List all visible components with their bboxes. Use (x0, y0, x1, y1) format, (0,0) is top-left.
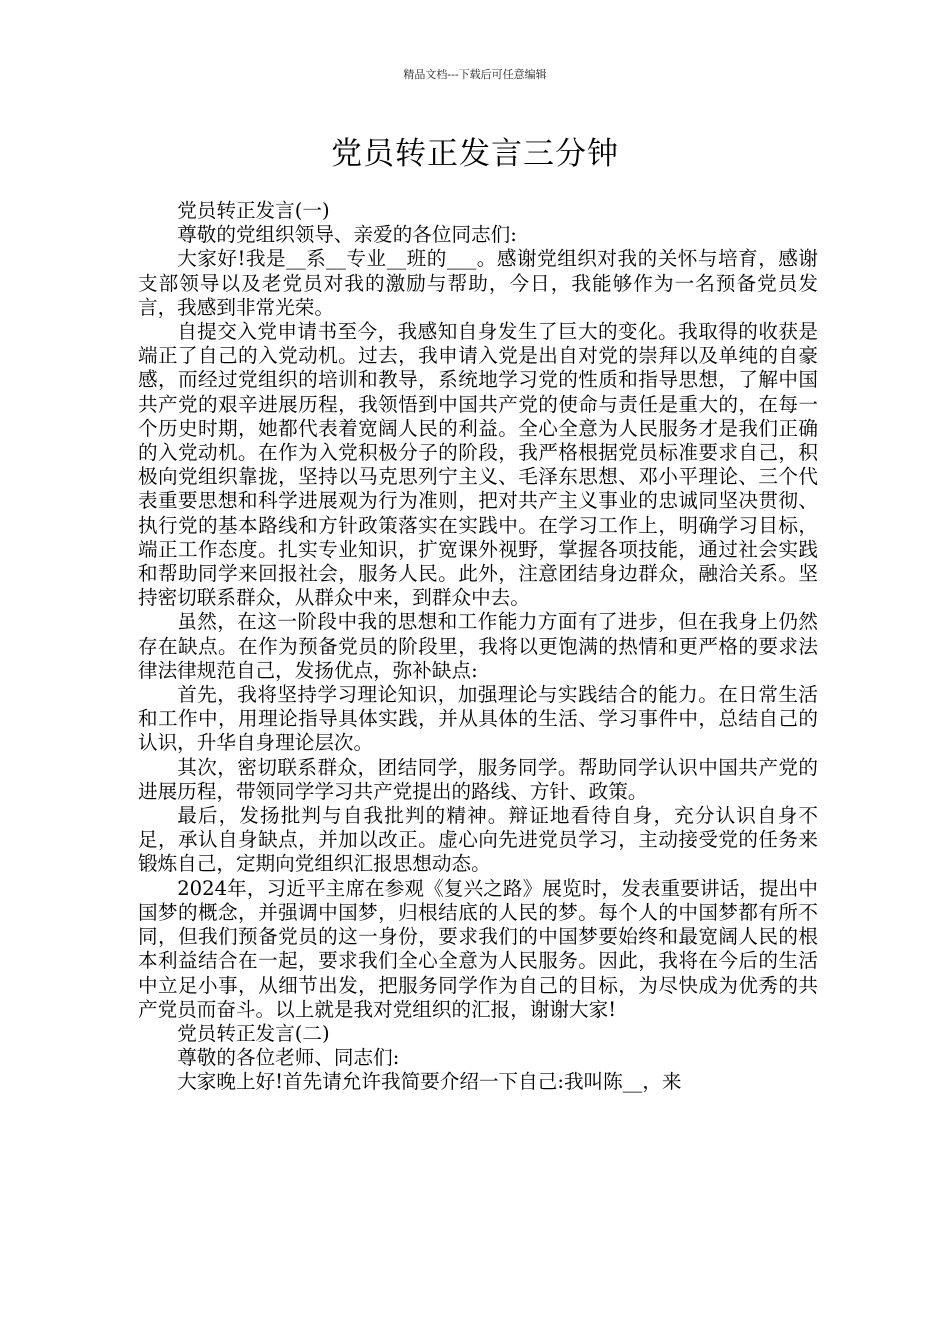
paragraph: 首先，我将坚持学习理论知识，加强理论与实践结合的能力。在日常生活和工作中，用理论指导具体实践，并从具体的生活、学习事件中，总结自己的认识，升华自身理论层次。 (138, 683, 818, 755)
paragraph: 尊敬的党组织领导、亲爱的各位同志们: (177, 223, 517, 247)
paragraph: 其次，密切联系群众，团结同学，服务同学。帮助同学认识中国共产党的进展历程，带领同学学习共产党提出的路线、方针、政策。 (138, 755, 818, 803)
paragraph: 党员转正发言(一) (177, 199, 330, 222)
paragraph: 大家好!我是__系__专业__班的___。感谢党组织对我的关怀与培育，感谢支部领导以及老党员对我的激励与帮助，今日，我能够作为一名预备党员发言，我感到非常光荣。 (138, 247, 818, 319)
paragraph: 自提交入党申请书至今，我感知自身发生了巨大的变化。我取得的收获是端正了自己的入党动机。过去，我申请入党是出自对党的崇拜以及单纯的自豪感，而经过党组织的培训和教导，系统地学习党的性质和指导思想，了解中国共产党的艰辛进展历程，我领悟到中国共产党的使命与责任是重大的，在每一个历史时期，她都代表着宽阔人民的利益。全心全意为人民服务才是我们正确的入党动机。在作为入党积极分子的阶段，我严格根据党员标准要求自己，积极向党组织靠拢，坚持以马克思列宁主义、毛泽东思想、邓小平理论、三个代表重要思想和科学进展观为行为准则，把对共产主义事业的忠诚同坚决贯彻、执行党的基本路线和方针政策落实在实践中。在学习工作上，明确学习目标，端正工作态度。扎实专业知识，扩宽课外视野，掌握各项技能，通过社会实践和帮助同学来回报社会，服务人民。此外，注意团结身边群众，融洽关系。坚持密切联系群众，从群众中来，到群众中去。 (138, 320, 818, 610)
paragraph: 党员转正发言(二) (177, 1021, 330, 1045)
paragraph: 2024年，习近平主席在参观《复兴之路》展览时，发表重要讲话，提出中国梦的概念，并强调中国梦，归根结底的人民的梦。每个人的中国梦都有所不同，但我们预备党员的这一身份，要求我们的中国梦要始终和最宽阔人民的根本利益结合在一起，要求我们全心全意为人民服务。因此，我将在今后的生活中立足小事，从细节出发，把服务同学作为自己的目标，为尽快成为优秀的共产党员而奋斗。以上就是我对党组织的汇报，谢谢大家! (138, 876, 818, 1021)
paragraph: 最后，发扬批判与自我批判的精神。辩证地看待自身，充分认识自身不足，承认自身缺点，并加以改正。虚心向先进党员学习，主动接受党的任务来锻炼自己，定期向党组织汇报思想动态。 (138, 804, 818, 876)
document-title: 党员转正发言三分钟 (331, 136, 619, 172)
paragraph: 尊敬的各位老师、同志们: (177, 1046, 400, 1070)
paragraph: 大家晚上好!首先请允许我简要介绍一下自己:我叫陈__，来 (177, 1070, 682, 1094)
document-body (138, 199, 818, 1095)
page-header: 精品文档---下载后可任意编辑 (403, 68, 547, 81)
paragraph: 虽然，在这一阶段中我的思想和工作能力方面有了进步，但在我身上仍然存在缺点。在作为预备党员的阶段里，我将以更饱满的热情和更严格的要求法律法律规范自己，发扬优点，弥补缺点: (138, 610, 818, 682)
